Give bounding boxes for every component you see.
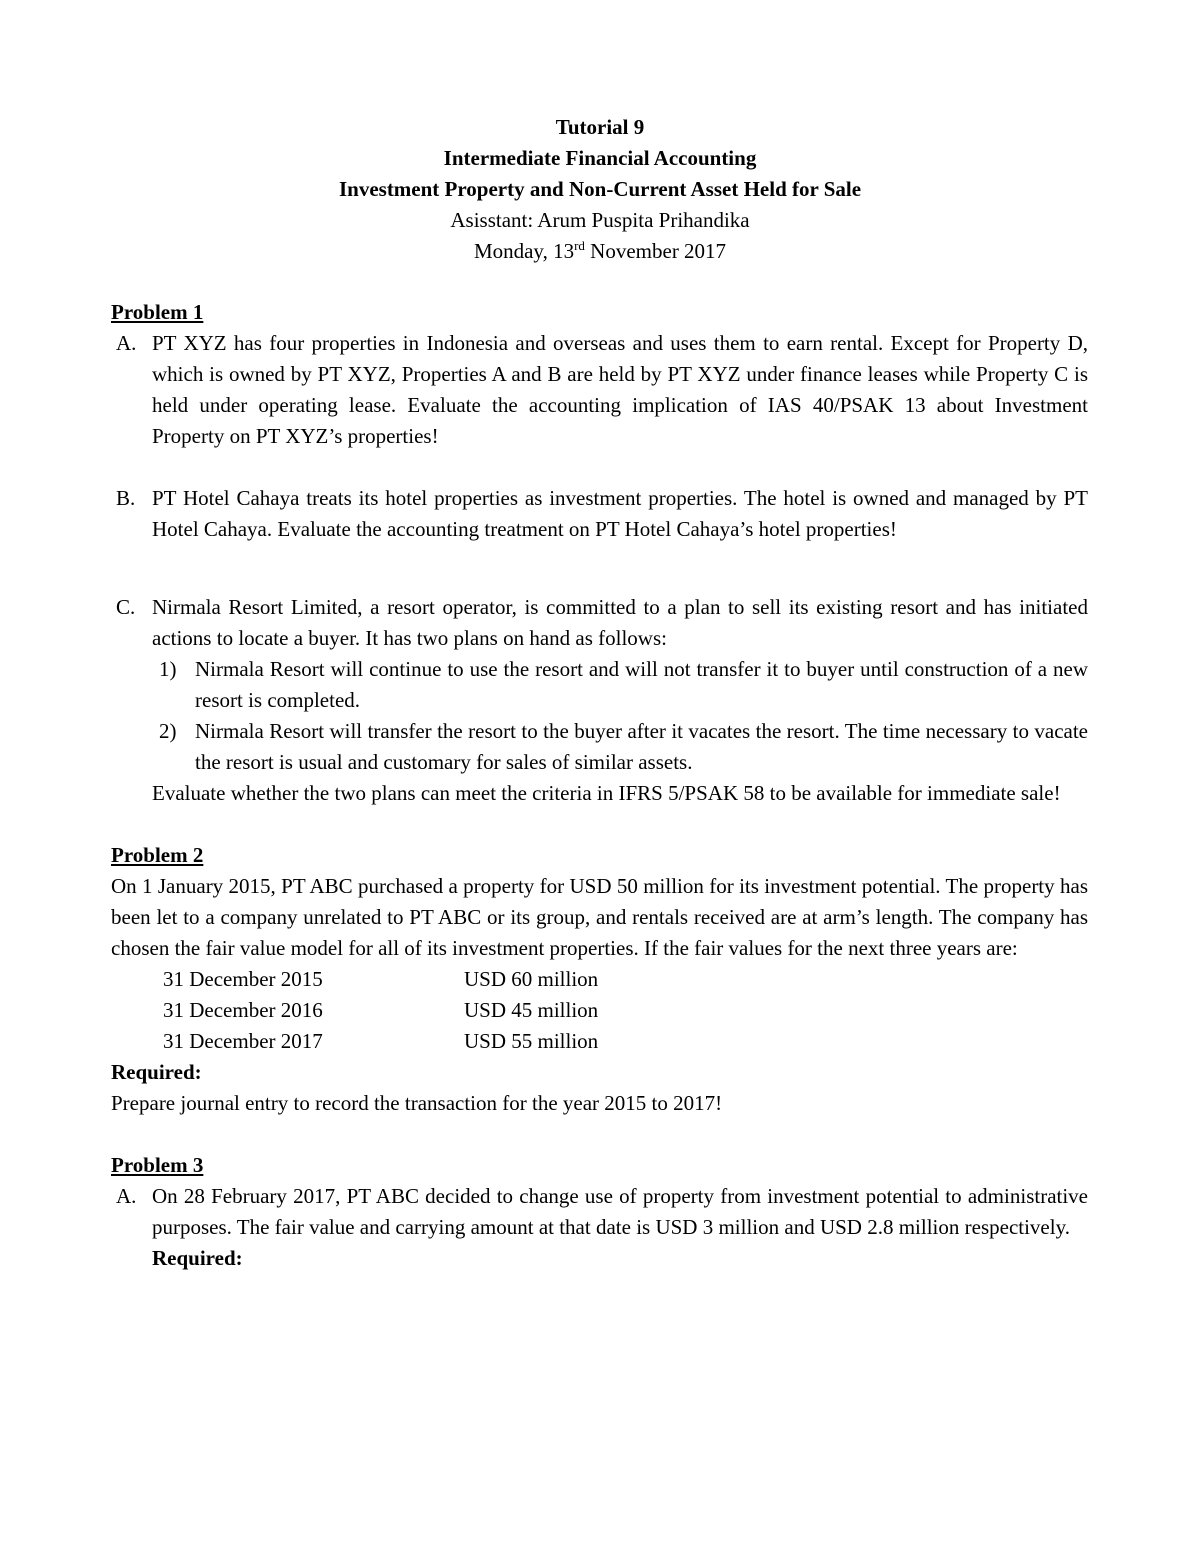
date-suffix: November 2017 xyxy=(584,239,727,263)
plan-marker: 2) xyxy=(159,719,177,743)
item-marker: B. xyxy=(116,486,136,510)
plan-item-1 xyxy=(111,654,1088,716)
plan-marker: 1) xyxy=(159,657,177,681)
topic-title: Investment Property and Non-Current Asset Held for Sale xyxy=(338,177,862,201)
date-prefix: Monday, 13 xyxy=(473,239,575,263)
problem-3-item-a xyxy=(111,1181,1088,1243)
fair-value-row xyxy=(111,1026,1088,1057)
plan-text: Nirmala Resort will transfer the resort to the buyer after it vacates the resort. The time necessary to vacate the resort is usual and customary for sales of similar assets. xyxy=(195,719,1088,774)
document-header xyxy=(0,112,1200,267)
problem-1-item-b xyxy=(111,483,1088,545)
date-ordinal: rd xyxy=(574,238,585,253)
fair-value-row xyxy=(111,964,1088,995)
item-text: PT XYZ has four properties in Indonesia and overseas and uses them to earn rental. Except for Property D, which is owned by PT XYZ, Properties A and B are held by PT XYZ under finance leases while Property C is held under operating lease. Evaluate the accounting implication of IAS 40/PSAK 13 about Investment Property on PT XYZ’s properties! xyxy=(152,331,1088,448)
spacer xyxy=(111,809,1088,840)
problem-2-required-text: Prepare journal entry to record the transaction for the year 2015 to 2017! xyxy=(111,1091,723,1115)
spacer xyxy=(111,1119,1088,1150)
item-marker: C. xyxy=(116,595,136,619)
problem-3-required-label: Required: xyxy=(152,1246,243,1270)
problem-3-heading: Problem 3 xyxy=(111,1153,204,1177)
plan-item-2 xyxy=(111,716,1088,778)
date-line xyxy=(0,236,1200,267)
item-marker: A. xyxy=(116,331,137,355)
item-text: PT Hotel Cahaya treats its hotel properties as investment properties. The hotel is owned and managed by PT Hotel Cahaya. Evaluate the accounting treatment on PT Hotel Cahaya’s hotel properties! xyxy=(152,486,1088,541)
fair-value-date: 31 December 2015 xyxy=(163,967,323,991)
spacer xyxy=(111,545,1088,592)
problem-1-c-question: Evaluate whether the two plans can meet the criteria in IFRS 5/PSAK 58 to be available for immediate sale! xyxy=(152,781,1061,805)
item-marker: A. xyxy=(116,1184,137,1208)
item-text: On 28 February 2017, PT ABC decided to change use of property from investment potential to administrative purposes. The fair value and carrying amount at that date is USD 3 million and USD 2.8 million respectively. xyxy=(152,1184,1088,1239)
assistant-line: Asisstant: Arum Puspita Prihandika xyxy=(450,208,750,232)
problem-2-required-label: Required: xyxy=(111,1060,202,1084)
tutorial-title: Tutorial 9 xyxy=(555,115,645,139)
problem-1-item-c xyxy=(111,592,1088,654)
document-body xyxy=(111,297,1088,1274)
course-title: Intermediate Financial Accounting xyxy=(443,146,757,170)
fair-value-amount: USD 60 million xyxy=(464,967,599,991)
item-text: Nirmala Resort Limited, a resort operator, is committed to a plan to sell its existing resort and has initiated actions to locate a buyer. It has two plans on hand as follows: xyxy=(152,595,1088,650)
fair-value-amount: USD 55 million xyxy=(464,1029,599,1053)
fair-value-amount: USD 45 million xyxy=(464,998,599,1022)
spacer xyxy=(111,452,1088,483)
problem-1-heading: Problem 1 xyxy=(111,300,204,324)
problem-2-text: On 1 January 2015, PT ABC purchased a property for USD 50 million for its investment potential. The property has been let to a company unrelated to PT ABC or its group, and rentals received are at arm’s length. The company has chosen the fair value model for all of its investment properties. If the fair values for the next three years are: xyxy=(111,874,1088,960)
fair-value-date: 31 December 2016 xyxy=(163,998,323,1022)
fair-value-date: 31 December 2017 xyxy=(163,1029,323,1053)
fair-value-row xyxy=(111,995,1088,1026)
problem-2-heading: Problem 2 xyxy=(111,843,204,867)
plan-text: Nirmala Resort will continue to use the resort and will not transfer it to buyer until construction of a new resort is completed. xyxy=(195,657,1088,712)
problem-1-item-a xyxy=(111,328,1088,452)
